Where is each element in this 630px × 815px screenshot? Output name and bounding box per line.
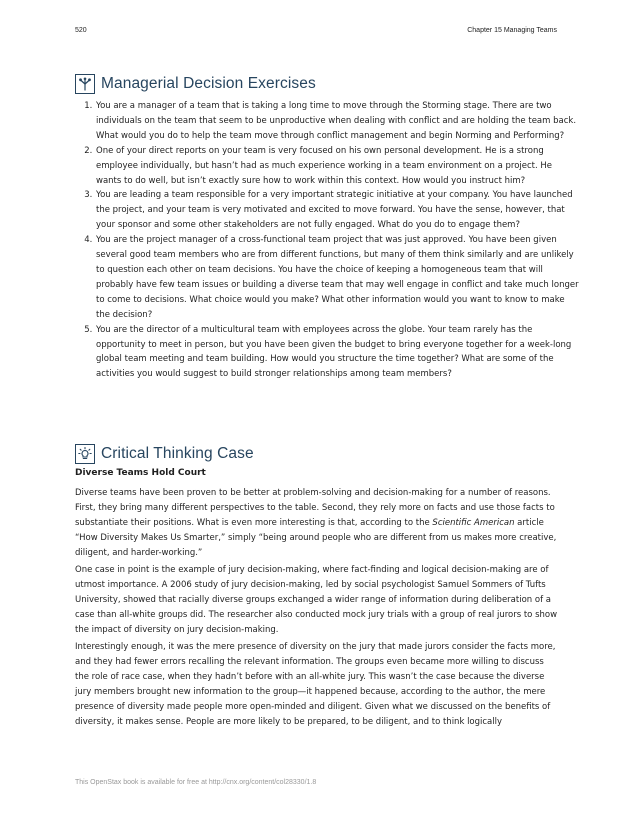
exercise-item-5: 5. You are the director of a multicultural team with employees across the globe. Your team rarely has the opportunity to meet in person, but you have been given the budget to bring everyone together for a week-long global team meeting and team building. How would you structure the time together? What are some of the activities you would suggest to build stronger relationships among team members?: [95, 323, 579, 383]
case-title: Critical Thinking Case: [101, 445, 254, 462]
page-number: 520: [75, 27, 87, 34]
case-paragraph-1: [75, 486, 559, 561]
exercise-item-4: 4. You are the project manager of a cross-functional team project that was just approved. You have been given several good team members who are from different functions, but many of them think similarly and are unlikely to question each other on team decisions. You have the choice of keeping a homogeneous team that will probably have few team issues or building a diverse team that may well engage in conflict and take much longer to come to decisions. What choice would you make? What other information would you want to know to make the decision?: [95, 233, 579, 322]
case-subtitle: Diverse Teams Hold Court: [75, 468, 206, 478]
p1-text-a: Diverse teams have been proven to be better at problem-solving and decision-making for a number of reasons. First, they bring many different perspectives to the table. Second, they rely more on facts and use those facts to substantiate their positions. What is even more interesting is that, according to the: [75, 488, 555, 528]
case-paragraph-2: [75, 563, 559, 638]
p3-text: Interestingly enough, it was the mere presence of diversity on the jury that made jurors consider the facts more, and they had fewer errors recalling the relevant information. The groups even became more willing to discuss the role of race case, when they hadn’t before with an all-white jury. This wasn’t the case because the diverse jury members brought new information to the group—it happened because, according to the author, the mere presence of diversity made people more open-minded and diligent. Given what we discussed on the benefits of diversity, it makes sense. People are more likely to be prepared, to be diligent, and to think logically: [75, 642, 556, 727]
decision-icon: [75, 74, 95, 94]
exercises-title: Managerial Decision Exercises: [101, 75, 316, 92]
p2-text: One case in point is the example of jury decision-making, where fact-finding and logical decision-making are of utmost importance. A 2006 study of jury decision-making, led by social psychologist Samuel Sommers of Tufts University, showed that racially diverse groups exchanged a wider range of information during deliberation of a case than all-white groups did. The researcher also conducted mock jury trials with a group of real jurors to show the impact of diversity on jury decision-making.: [75, 565, 558, 635]
exercise-item-1: 1. You are a manager of a team that is taking a long time to move through the Storming stage. There are two individuals on the team that seem to be unproductive when dealing with conflict and are holding the team back. What would you do to help the team move through conflict management and begin Norming and Performing?: [95, 99, 579, 144]
exercises-heading: [75, 74, 316, 94]
p1-italic-title: Scientific American: [432, 517, 515, 528]
footer-note: This OpenStax book is available for free at http://cnx.org/content/col28330/1.8: [75, 779, 317, 786]
exercise-item-2: 2. One of your direct reports on your team is very focused on his own personal development. He is a strong employee individually, but hasn’t had as much experience working in a team environment on a project. He wants to do well, but isn’t exactly sure how to work within this context. How would you instruct him?: [95, 144, 579, 189]
chapter-title: Chapter 15 Managing Teams: [467, 27, 557, 34]
exercise-list: [75, 99, 579, 382]
case-heading: [75, 444, 254, 464]
p1-text-b: article “How Diversity Makes Us Smarter,” simply “being around people who are different from us makes more creative, diligent, and harder-working.”: [75, 517, 557, 558]
lightbulb-icon: [75, 444, 95, 464]
case-paragraph-3: [75, 640, 559, 729]
exercise-item-3: 3. You are leading a team responsible for a very important strategic initiative at your company. You have launched the project, and your team is very motivated and excited to move forward. You have the sense, however, that your sponsor and some other stakeholders are not fully engaged. What do you do to engage them?: [95, 188, 579, 233]
